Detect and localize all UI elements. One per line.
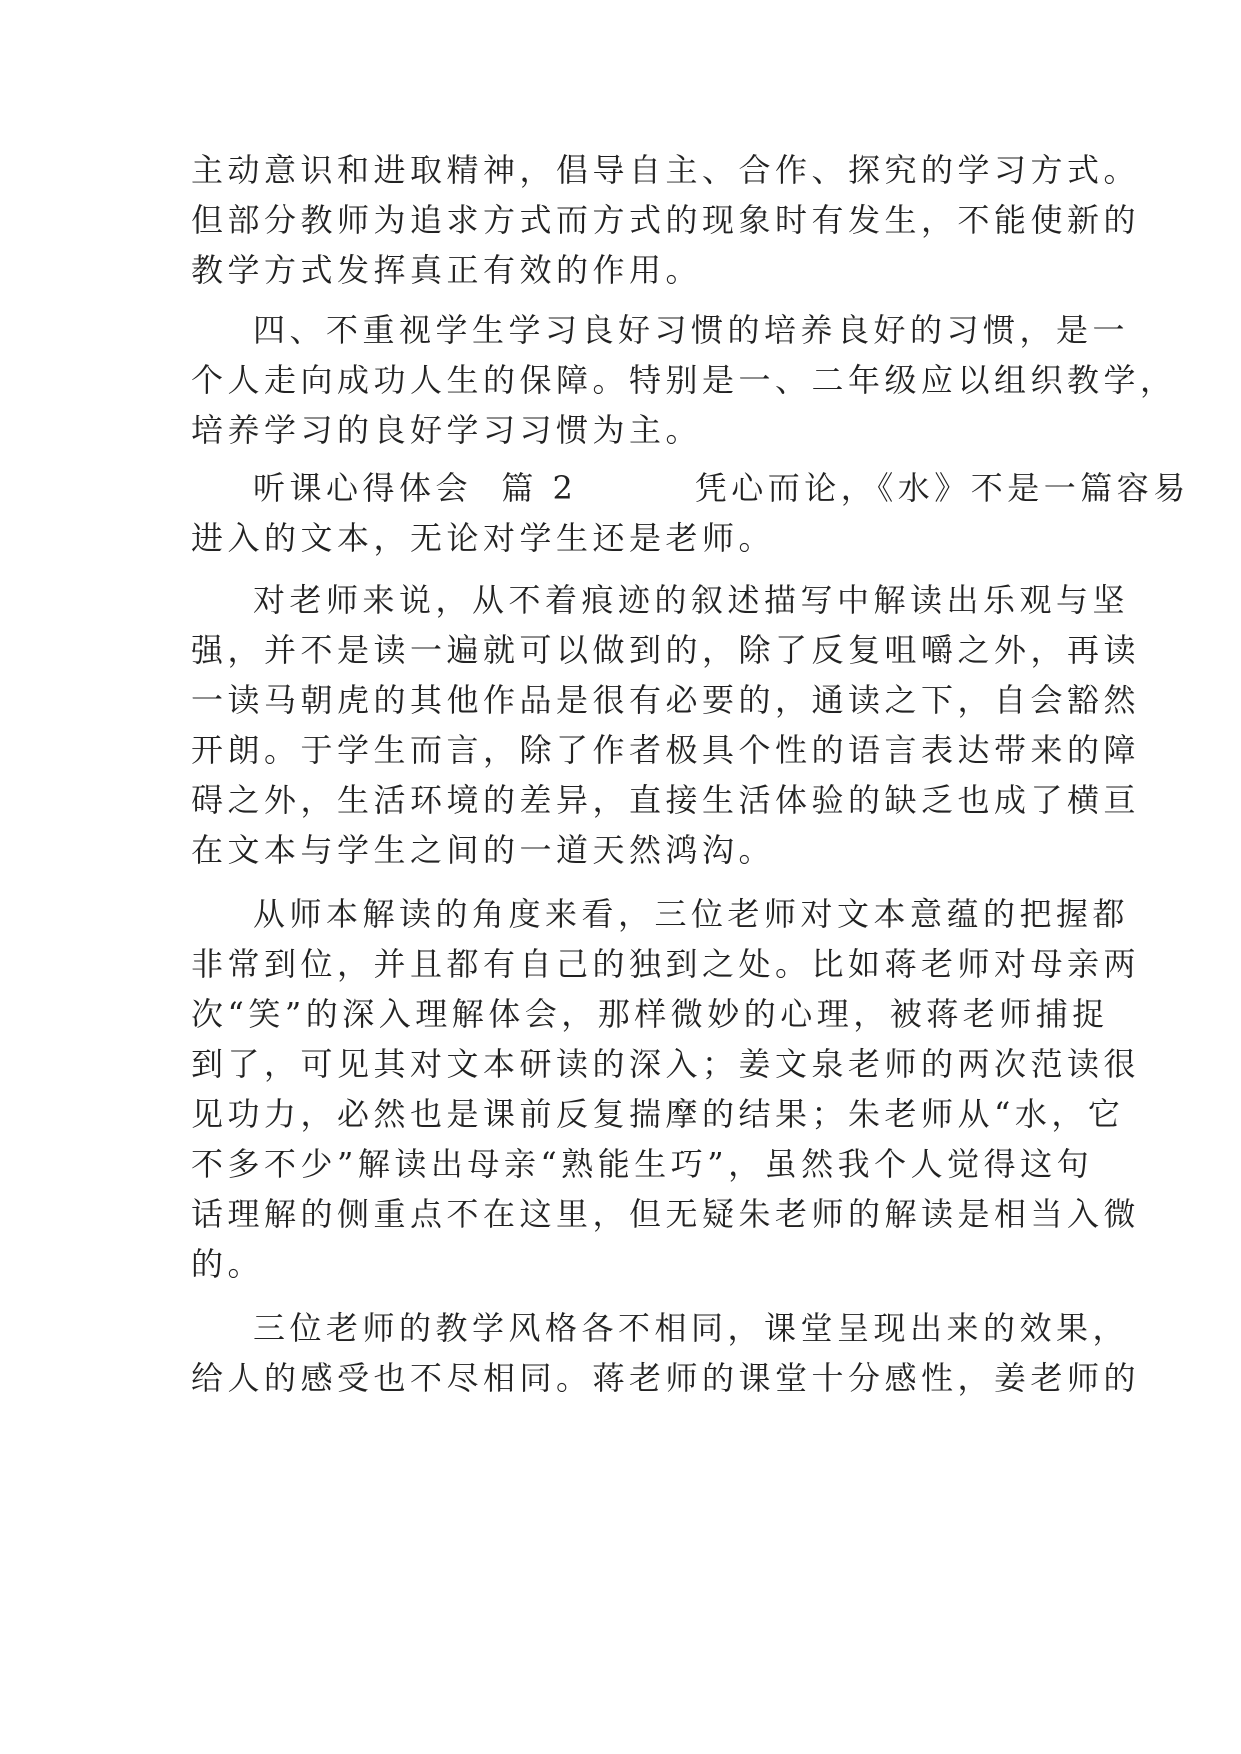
text-line: 话理解的侧重点不在这里，但无疑朱老师的解读是相当入微: [191, 1195, 1141, 1233]
text-line: 碍之外，生活环境的差异，直接生活体验的缺乏也成了横亘: [191, 781, 1141, 819]
text-line: 个人走向成功人生的保障。特别是一、二年级应以组织教学，: [191, 361, 1177, 399]
text-line: 培养学习的良好学习习惯为主。: [191, 411, 703, 449]
section-heading-line: 听课心得体会 篇 2 凭心而论，《水》不是一篇容易: [253, 469, 1190, 507]
text-line: 对老师来说，从不着痕迹的叙述描写中解读出乐观与坚: [253, 581, 1130, 619]
text-line: 的。: [191, 1245, 265, 1283]
text-line: 三位老师的教学风格各不相同，课堂呈现出来的效果，: [253, 1309, 1130, 1347]
text-line: 给人的感受也不尽相同。蒋老师的课堂十分感性，姜老师的: [191, 1359, 1141, 1397]
text-line: 非常到位，并且都有自己的独到之处。比如蒋老师对母亲两: [191, 945, 1141, 983]
text-line: 开朗。于学生而言，除了作者极具个性的语言表达带来的障: [191, 731, 1141, 769]
text-line: 次“笑”的深入理解体会，那样微妙的心理，被蒋老师捕捉: [191, 995, 1109, 1033]
text-line: 教学方式发挥真正有效的作用。: [191, 251, 703, 289]
text-line: 强，并不是读一遍就可以做到的，除了反复咀嚼之外，再读: [191, 631, 1141, 669]
text-line: 一读马朝虎的其他作品是很有必要的，通读之下，自会豁然: [191, 681, 1141, 719]
text-line: 从师本解读的角度来看，三位老师对文本意蕴的把握都: [253, 895, 1130, 933]
text-line: 但部分教师为追求方式而方式的现象时有发生，不能使新的: [191, 201, 1141, 239]
text-line: 不多不少”解读出母亲“熟能生巧”，虽然我个人觉得这句: [191, 1145, 1094, 1183]
text-line: 见功力，必然也是课前反复揣摩的结果；朱老师从“水，它: [191, 1095, 1125, 1133]
text-line: 主动意识和进取精神，倡导自主、合作、探究的学习方式。: [191, 151, 1141, 189]
text-line: 进入的文本，无论对学生还是老师。: [191, 519, 776, 557]
text-line: 四、不重视学生学习良好习惯的培养良好的习惯，是一: [253, 311, 1130, 349]
text-line: 到了，可见其对文本研读的深入；姜文泉老师的两次范读很: [191, 1045, 1141, 1083]
text-line: 在文本与学生之间的一道天然鸿沟。: [191, 831, 776, 869]
